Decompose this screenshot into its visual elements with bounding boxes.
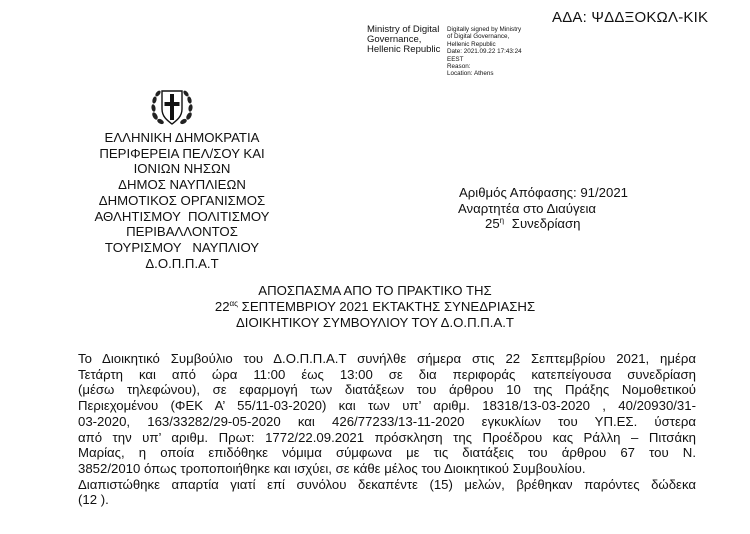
greek-coat-of-arms-icon <box>149 87 195 132</box>
signature-detail-line: EEST <box>447 55 464 63</box>
signature-signer-line: Hellenic Republic <box>367 44 441 55</box>
signature-detail-line: Digitally signed by Ministry <box>447 26 522 33</box>
heading-day-suffix: ας <box>229 298 239 308</box>
body-line: 03-2020, 163/33282/29-05-2020 και 426/77233/13-11-2020 εγκυκλίων του ΥΠ.ΕΣ. ύστερα <box>78 413 696 429</box>
body-line: Το Διοικητικό Συμβούλιο του Δ.Ο.Π.Π.Α.Τ συνήλθε σήμερα στις 22 Σεπτεμβρίου 2021, ημέρα <box>78 351 696 366</box>
body-line: Τετάρτη και από ώρα 11:00 έως 13:00 σε δια περιφοράς κατεπείγουσα συνεδρίαση <box>78 366 696 382</box>
session-suffix: η <box>499 216 505 226</box>
body-line: Περιεχομένου (ΦΕΚ Α’ 55/11-03-2020) και των υπ’ αριθμ. 18318/13-03-2020 , 40/20930/31- <box>78 398 696 414</box>
organization-line: ΤΟΥΡΙΣΜΟΥ ΝΑΥΠΛΙΟΥ <box>104 239 260 255</box>
signature-details <box>447 26 522 78</box>
organization-line: ΠΕΡΙΦΕΡΕΙΑ ΠΕΛ/ΣΟΥ ΚΑΙ <box>99 145 265 161</box>
body-line: Διαπιστώθηκε απαρτία γιατί επί συνόλου δεκαπέντε (15) μελών, βρέθηκαν παρόντες δώδεκα <box>78 476 696 492</box>
heading-line: ΔΙΟΙΚΗΤΙΚΟΥ ΣΥΜΒΟΥΛΙΟΥ ΤΟΥ Δ.Ο.Π.Π.Α.Τ <box>236 314 514 330</box>
organization-line: ΔΗΜΟΤΙΚΟΣ ΟΡΓΑΝΙΣΜΟΣ <box>98 192 266 208</box>
decision-session <box>485 216 628 232</box>
session-label: Συνεδρίαση <box>511 216 581 232</box>
signature-detail-line: Reason: <box>447 63 471 71</box>
body-line: (μέσω τηλεφώνου), σε εφαρμογή των διατάξεων του άρθρου 10 της Πράξης Νομοθετικού <box>78 382 696 398</box>
decision-info <box>459 185 628 232</box>
signature-signer-line: Governance, <box>367 34 422 45</box>
body-line: Μαρίας, η οποία επιδόθηκε νόμιμα σύμφωνα με τις διατάξεις του άρθρου 67 του Ν. <box>78 445 696 461</box>
signature-signer-line: Ministry of Digital <box>367 24 440 35</box>
organization-line: ΕΛΛΗΝΙΚΗ ΔΗΜΟΚΡΑΤΙΑ <box>104 130 260 145</box>
organization-line: Δ.Ο.Π.Π.Α.Τ <box>145 255 219 271</box>
heading-day: 22 <box>214 298 230 314</box>
signature-detail-line: of Digital Governance, <box>447 33 510 41</box>
signature-detail-line: Location: Athens <box>447 70 494 78</box>
decision-posted: Αναρτητέα στο Διαύγεια <box>458 200 597 216</box>
ada-code: ΑΔΑ: ΨΔΔΞΟΚΩΛ-ΚΙΚ <box>552 9 709 26</box>
signature-detail-line: Hellenic Republic <box>447 40 496 48</box>
organization-line: ΙΟΝΙΩΝ ΝΗΣΩΝ <box>133 161 231 177</box>
heading-line: ΑΠΟΣΠΑΣΜΑ ΑΠΟ ΤΟ ΠΡΑΚΤΙΚΟ ΤΗΣ <box>258 283 492 298</box>
heading-date-rest: ΣΕΠΤΕΜΒΡΙΟΥ 2021 ΕΚΤΑΚΤΗΣ ΣΥΝΕΔΡΙΑΣΗΣ <box>238 298 536 314</box>
session-number: 25 <box>485 216 500 232</box>
signature-signer <box>367 25 440 55</box>
minutes-body <box>78 351 696 508</box>
heading-date-line <box>200 299 550 315</box>
document-heading <box>200 283 550 330</box>
organization-line: ΔΗΜΟΣ ΝΑΥΠΛΙΕΩΝ <box>118 177 246 193</box>
organization-block <box>62 130 302 271</box>
signature-detail-line: Date: 2021.09.22 17:43:24 <box>447 48 522 56</box>
decision-number: Αριθμός Απόφασης: 91/2021 <box>459 185 629 200</box>
body-line: 3852/2010 όπως τροποποιήθηκε και ισχύει, σε κάθε μέλος του Διοικητικού Συμβουλίου. <box>78 460 586 476</box>
organization-line: ΠΕΡΙΒΑΛΛΟΝΤΟΣ <box>126 224 238 240</box>
body-line: (12 ). <box>78 492 109 508</box>
organization-line: ΑΘΛΗΤΙΣΜΟΥ ΠΟΛΙΤΙΣΜΟΥ <box>94 208 270 224</box>
body-line: από την υπ’ αριθμ. Πρωτ: 1772/22.09.2021 πρόσκληση της Προέδρου κας Ράλλη – Πιτσάκη <box>78 429 696 445</box>
